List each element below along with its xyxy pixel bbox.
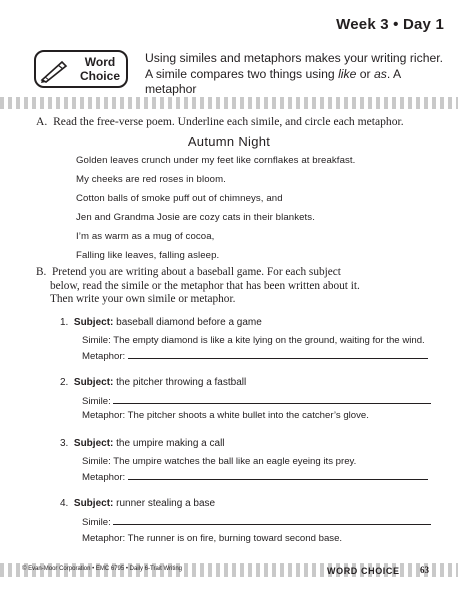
poem-line: Cotton balls of smoke puff out of chimneys, and [76, 193, 283, 204]
section-b-instruction [36, 266, 451, 307]
subject-label: Subject: [73, 498, 114, 509]
simile-label: Simile: [82, 396, 111, 407]
subject-label: Subject: [73, 317, 114, 328]
footer-copyright: © Evan-Moor Corporation • EMC 6795 • Daily 6-Trait Writing [22, 566, 183, 572]
item-2-metaphor: Metaphor: The pitcher shoots a white bullet into the catcher’s glove. [82, 410, 369, 421]
metaphor-label: Metaphor: [82, 472, 126, 483]
poem-line: My cheeks are red roses in bloom. [76, 174, 226, 185]
poem-line: Jen and Grandma Josie are cozy cats in their blankets. [76, 212, 315, 223]
subject-text: baseball diamond before a game [116, 317, 262, 328]
intro-sentence-1: Using similes and metaphors makes your writing richer. [145, 51, 444, 65]
section-a-instruction [36, 115, 446, 128]
subject-label: Subject: [73, 438, 114, 449]
item-4-simile-row [82, 516, 431, 528]
poem-line: Golden leaves crunch under my feet like cornflakes at breakfast. [76, 155, 356, 166]
subject-text: runner stealing a base [116, 498, 216, 509]
word-choice-badge [34, 50, 128, 88]
item-number: 4. [60, 498, 69, 509]
item-4-metaphor: Metaphor: The runner is on fire, burning toward second base. [82, 533, 343, 544]
intro-or: or [356, 66, 374, 81]
poem-line: Falling like leaves, falling asleep. [76, 250, 220, 261]
simile-answer-line[interactable] [113, 395, 431, 404]
intro-like: like [338, 66, 357, 81]
item-number: 2. [60, 377, 69, 388]
item-number: 3. [60, 438, 69, 449]
item-4-subject [60, 498, 215, 509]
metaphor-label: Metaphor: [82, 351, 126, 362]
badge-label-choice: Choice [79, 69, 120, 83]
badge-label-word: Word [84, 55, 116, 69]
intro-sentence-2a: A simile compares two things using [145, 66, 339, 81]
section-b-line-1: Pretend you are writing about a baseball game. For each subject [52, 266, 341, 278]
item-3-subject [60, 438, 225, 449]
section-b-line-3: Then write your own simile or metaphor. [50, 293, 236, 305]
section-b-letter: B. [36, 266, 47, 278]
intro-as: as [373, 66, 387, 81]
section-b-line-2: below, read the simile or the metaphor that has been written about it. [50, 279, 360, 292]
item-2-simile-row [82, 395, 431, 407]
page-header-title: Week 3 • Day 1 [336, 16, 444, 33]
item-2-subject [60, 377, 246, 388]
metaphor-answer-line[interactable] [128, 350, 428, 359]
item-3-simile: Simile: The umpire watches the ball like an eagle eyeing its prey. [82, 456, 357, 467]
poem-title: Autumn Night [187, 134, 271, 149]
item-3-metaphor-row [82, 471, 428, 483]
footer-page-number: 63 [420, 565, 429, 575]
simile-answer-line[interactable] [113, 516, 431, 525]
metaphor-answer-line[interactable] [128, 471, 428, 480]
item-number: 1. [60, 317, 69, 328]
footer-section-name: WORD CHOICE [327, 566, 400, 576]
item-1-metaphor-row [82, 350, 428, 362]
section-a-letter: A. [36, 115, 48, 128]
section-a-text: Read the free-verse poem. Underline each simile, and circle each metaphor. [53, 115, 404, 128]
pen-icon [40, 58, 68, 84]
item-1-subject [60, 317, 262, 328]
simile-label: Simile: [82, 517, 111, 528]
subject-text: the umpire making a call [116, 438, 225, 449]
top-divider-stripe [0, 97, 458, 109]
subject-text: the pitcher throwing a fastball [116, 377, 247, 388]
item-1-simile: Simile: The empty diamond is like a kite lying on the ground, waiting for the wind. [82, 335, 425, 346]
poem-line: I’m as warm as a mug of cocoa, [76, 231, 215, 242]
subject-label: Subject: [73, 377, 114, 388]
intro-sentence-2b: . A metaphor [145, 66, 401, 96]
